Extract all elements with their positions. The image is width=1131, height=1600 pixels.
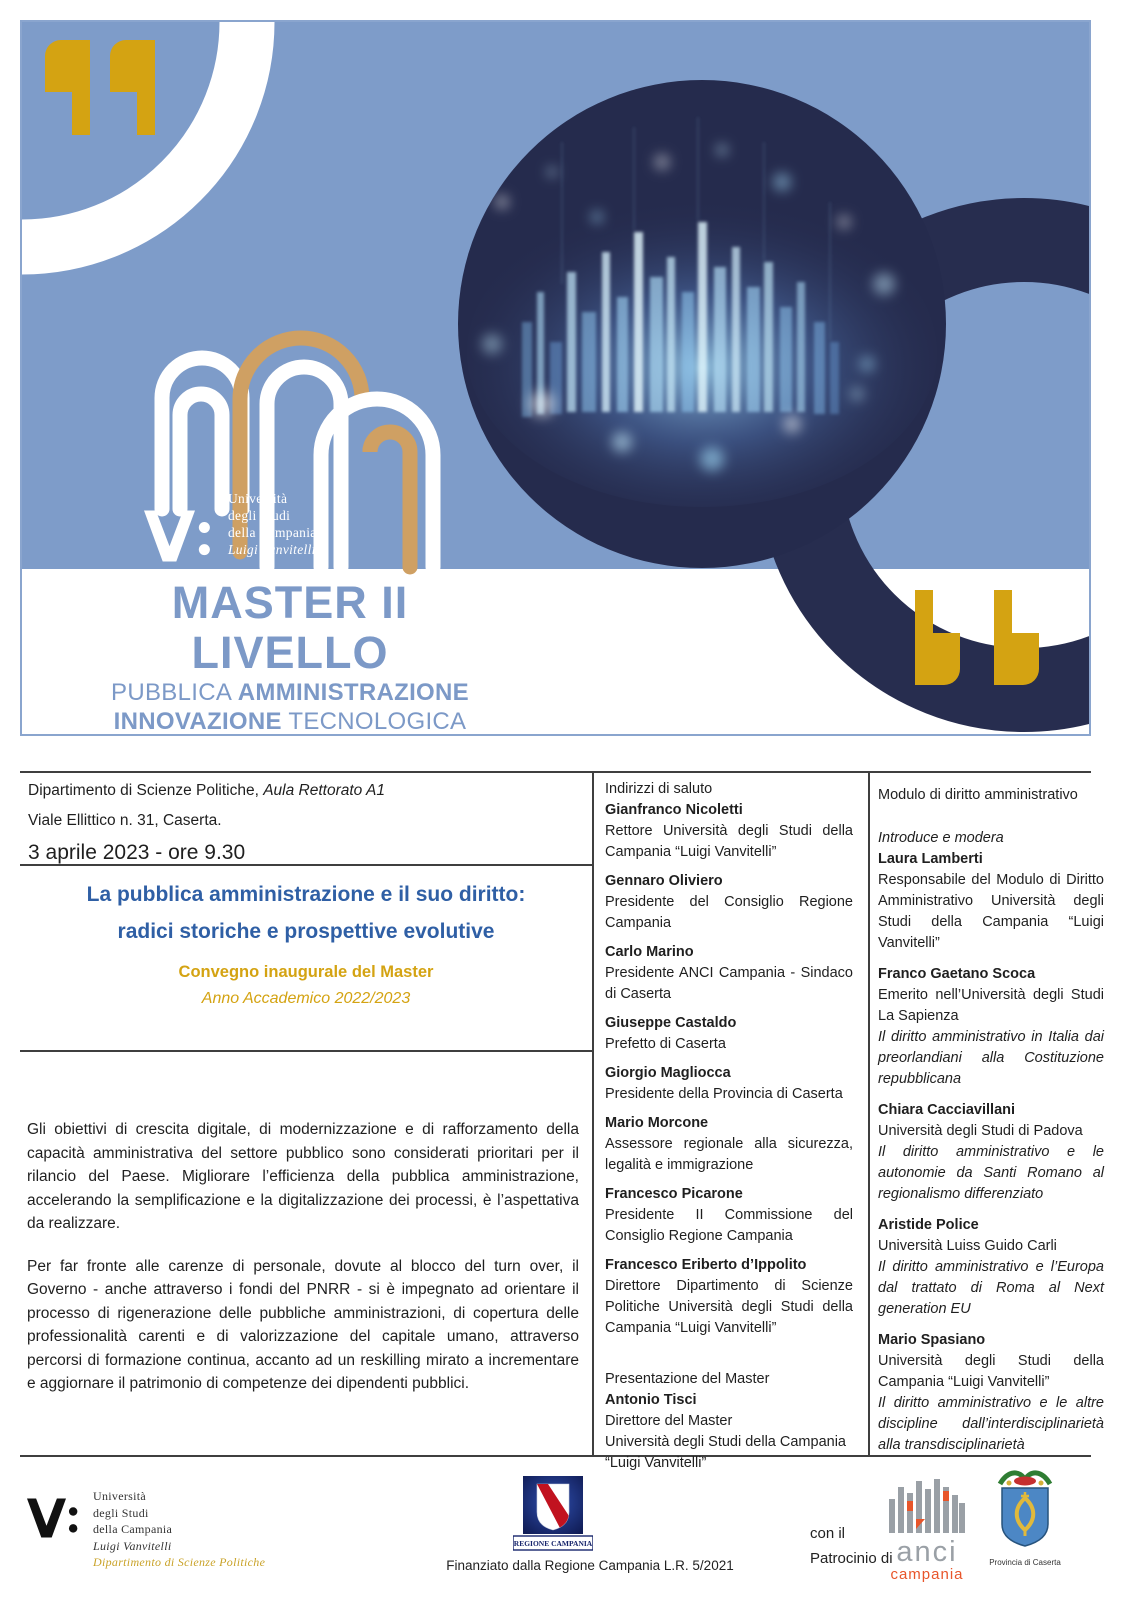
event-kicker: Convegno inaugurale del Master bbox=[178, 963, 434, 981]
column-divider bbox=[592, 771, 594, 1456]
anci-sub: campania bbox=[890, 1566, 964, 1583]
provincia-label: Provincia di Caserta bbox=[989, 1558, 1061, 1567]
venue-block bbox=[28, 776, 385, 870]
section-label: Indirizzi di saluto bbox=[605, 781, 713, 797]
provincia-caserta-logo bbox=[985, 1468, 1065, 1567]
moderator-entry: Introduce e modera Laura Lamberti Responsabile del Modulo di Diritto Amministrativo Università degli Studi della Campania “Luigi Vanvitelli” bbox=[878, 830, 1104, 951]
greetings-column bbox=[605, 779, 853, 1474]
department-line: Dipartimento di Scienze Politiche bbox=[93, 1555, 266, 1569]
section-label: Modulo di diritto amministrativo bbox=[878, 787, 1078, 803]
logo-line: Università bbox=[228, 491, 288, 506]
speaker-entry: Mario Spasiano Università degli Studi della Campania “Luigi Vanvitelli” Il diritto amministrativo e le altre discipline dall’interdisciplinarietà alla transdisciplinarietà bbox=[878, 1332, 1104, 1453]
speaker-entry: Carlo Marino Presidente ANCI Campania - Sindaco di Caserta bbox=[605, 944, 853, 1002]
university-logo bbox=[144, 490, 317, 564]
master-subtitle bbox=[90, 678, 490, 736]
subtitle-line: PUBBLICA AMMINISTRAZIONE bbox=[111, 679, 469, 706]
presenter-name: Antonio Tisci bbox=[605, 1392, 697, 1408]
speaker-entry: Gianfranco Nicoletti Rettore Università degli Studi della Campania “Luigi Vanvitelli” bbox=[605, 802, 853, 860]
speaker-entry: Chiara Cacciavillani Università degli Studi di Padova Il diritto amministrativo e le autonomie da Santi Romano al regionalismo differenziato bbox=[878, 1102, 1104, 1202]
speaker-entry: Gennaro Oliviero Presidente del Consiglio Regione Campania bbox=[605, 873, 853, 931]
logo-line-italic: Luigi Vanvitelli bbox=[228, 542, 316, 557]
event-title: La pubblica amministrazione e il suo diritto: radici storiche e prospettive evolutive bbox=[86, 883, 526, 943]
university-logo-text bbox=[228, 490, 317, 558]
anci-towers-icon bbox=[889, 1477, 965, 1533]
speaker-entry: Francesco Picarone Presidente II Commissione del Consiglio Regione Campania bbox=[605, 1186, 853, 1244]
description-paragraphs bbox=[27, 1118, 579, 1415]
funding-line: Finanziato dalla Regione Campania L.R. 5/2021 bbox=[446, 1558, 734, 1573]
academic-year: Anno Accademico 2022/2023 bbox=[201, 990, 411, 1007]
city-circle-image bbox=[458, 80, 946, 568]
presentation-block: Presentazione del Master Antonio Tisci Direttore del Master Università degli Studi della Campania “Luigi Vanvitelli” bbox=[605, 1369, 853, 1474]
anci-campania-logo bbox=[884, 1477, 970, 1583]
logo-line: degli Studi bbox=[228, 508, 291, 523]
intro-label: Introduce e modera bbox=[878, 830, 1004, 846]
regione-label: REGIONE CAMPANIA bbox=[513, 1539, 593, 1548]
divider bbox=[20, 771, 1091, 773]
regione-campania-logo bbox=[513, 1476, 593, 1557]
provincia-crest-icon bbox=[990, 1468, 1060, 1552]
regione-campania-icon bbox=[513, 1476, 593, 1552]
divider bbox=[20, 1050, 592, 1052]
speaker-entry: Francesco Eriberto d’Ippolito Direttore Dipartimento di Scienze Politiche Università degli Studi della Campania “Luigi Vanvitelli” bbox=[605, 1257, 853, 1336]
speaker-entry: Mario Morcone Assessore regionale alla sicurezza, legalità e immigrazione bbox=[605, 1115, 853, 1173]
paragraph: Gli obiettivi di crescita digitale, di modernizzazione e di rafforzamento della capacità amministrativa del settore pubblico sono considerati prioritari per il rilancio del Paese. Migliorare l’efficienza della pubblica amministrazione, accelerando la semplificazione e la digitalizzazione dei processi, è l’aspettativa da realizzare. bbox=[27, 1121, 579, 1232]
module-column bbox=[878, 779, 1104, 1466]
open-quote-icon bbox=[45, 40, 155, 135]
subtitle-line: INNOVAZIONE TECNOLOGICA bbox=[113, 708, 467, 735]
master-title-block bbox=[90, 578, 490, 736]
header-banner bbox=[20, 20, 1091, 736]
footer-university-logo bbox=[27, 1488, 265, 1571]
logo-line: della Campania bbox=[228, 525, 317, 540]
speaker-entry: Giuseppe Castaldo Prefetto di Caserta bbox=[605, 1015, 737, 1052]
patronage-text: con il Patrocinio di bbox=[810, 1525, 893, 1567]
event-datetime: 3 aprile 2023 - ore 9.30 bbox=[28, 841, 246, 864]
speaker-entry: Aristide Police Università Luiss Guido Carli Il diritto amministrativo e l’Europa dal trattato di Roma al Next generation EU bbox=[878, 1217, 1104, 1317]
university-v-icon bbox=[144, 508, 212, 564]
university-logo-text: Università degli Studi della Campania Luigi Vanvitelli Dipartimento di Scienze Politiche bbox=[93, 1489, 266, 1569]
speaker-entry: Giorgio Magliocca Presidente della Provincia di Caserta bbox=[605, 1065, 843, 1102]
venue-line: Dipartimento di Scienze Politiche, Aula Rettorato A1 bbox=[28, 782, 385, 799]
venue-address: Viale Ellittico n. 31, Caserta. bbox=[28, 812, 222, 829]
anci-name: anci bbox=[896, 1536, 958, 1568]
presentation-label: Presentazione del Master bbox=[605, 1371, 770, 1387]
paragraph: Per far fronte alle carenze di personale, dovute al blocco del turn over, il Governo - anche attraverso i fondi del PNRR - si è impegnato ad orientare il processo di rigenerazione delle pubbliche amministrazioni, di copertura delle professionalità carenti e di valorizzazione del capitale umano, attraverso percorsi di formazione continua, accanto ad un reskilling mirato a incrementare e aggiornare il patrimonio di competenze dei dipendenti pubblici. bbox=[27, 1257, 579, 1392]
master-title: MASTER II LIVELLO bbox=[171, 577, 409, 678]
university-v-icon bbox=[27, 1496, 79, 1540]
speaker-entry: Franco Gaetano Scoca Emerito nell’Università degli Studi La Sapienza Il diritto amministrativo in Italia dai preorlandiani alla Costituzione repubblicana bbox=[878, 966, 1104, 1087]
column-divider bbox=[868, 771, 870, 1456]
